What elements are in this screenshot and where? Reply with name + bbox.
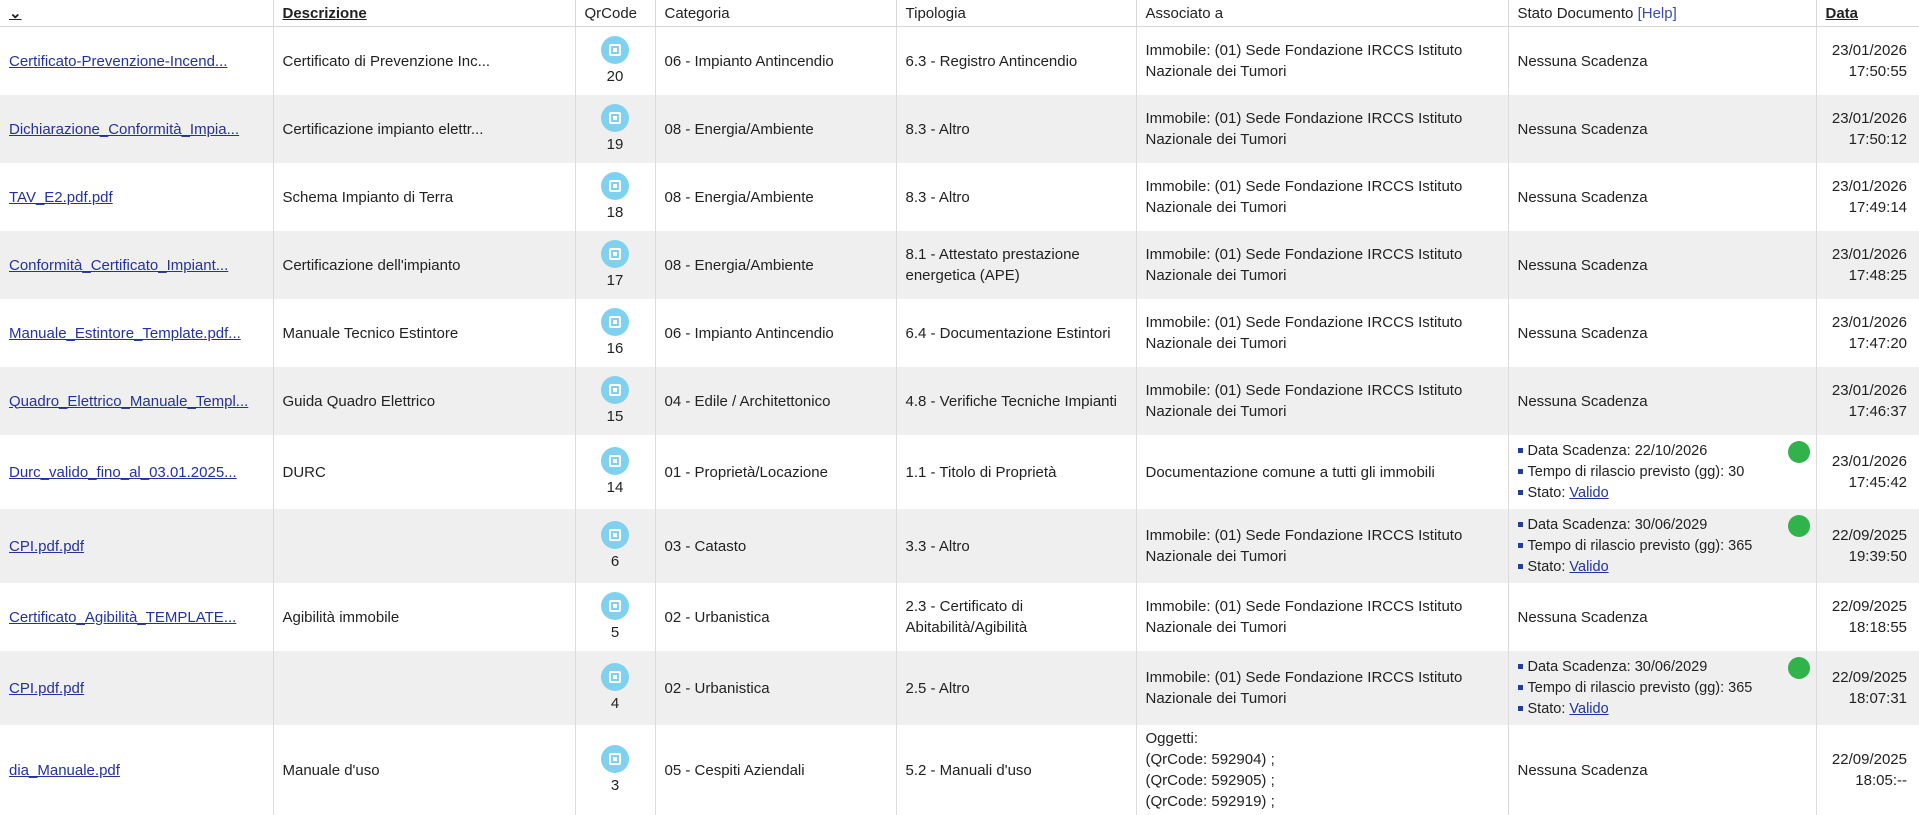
data-cell <box>1816 367 1919 435</box>
qr-code-icon[interactable] <box>601 376 629 404</box>
time-value: 18:05:-- <box>1855 772 1907 789</box>
data-cell <box>1816 231 1919 299</box>
categoria-cell: 03 - Catasto <box>655 509 896 583</box>
stato-cell: Nessuna Scadenza <box>1508 95 1816 163</box>
data-scadenza: Data Scadenza: 30/06/2029 <box>1518 515 1807 536</box>
column-header-data[interactable]: Data <box>1816 0 1919 27</box>
stato-valido-link[interactable]: Valido <box>1569 558 1609 575</box>
qrcode-number: 3 <box>610 776 620 794</box>
tipologia-cell: 1.1 - Titolo di Proprietà <box>896 435 1136 509</box>
date-value: 22/09/2025 <box>1831 598 1907 615</box>
stato-details <box>1518 441 1807 504</box>
descrizione-cell: Agibilità immobile <box>273 583 575 651</box>
green-status-dot <box>1788 441 1810 463</box>
help-link[interactable]: [Help] <box>1637 4 1677 22</box>
stato-line <box>1518 483 1807 504</box>
table-row <box>0 509 1919 583</box>
tipologia-cell: 2.5 - Altro <box>896 651 1136 725</box>
date-value: 23/01/2026 <box>1831 314 1907 331</box>
time-value: 18:07:31 <box>1848 690 1907 707</box>
stato-cell: Nessuna Scadenza <box>1508 367 1816 435</box>
stato-cell <box>1508 509 1816 583</box>
oggetto-qrcode: (QrCode: 592904) ; <box>1145 751 1275 768</box>
stato-header-label: Stato Documento <box>1517 4 1634 22</box>
time-value: 17:48:25 <box>1848 267 1907 284</box>
descrizione-cell <box>273 651 575 725</box>
tipologia-cell: 6.3 - Registro Antincendio <box>896 27 1136 96</box>
associato-cell: Immobile: (01) Sede Fondazione IRCCS Istituto Nazionale dei Tumori <box>1136 299 1508 367</box>
data-cell <box>1816 509 1919 583</box>
date-value: 22/09/2025 <box>1831 527 1907 544</box>
categoria-cell: 02 - Urbanistica <box>655 651 896 725</box>
qrcode-cell <box>575 651 655 725</box>
categoria-cell: 06 - Impianto Antincendio <box>655 27 896 96</box>
oggetti-label: Oggetti: <box>1145 730 1199 747</box>
column-header-categoria: Categoria <box>655 0 896 27</box>
tipologia-cell: 6.4 - Documentazione Estintori <box>896 299 1136 367</box>
file-cell <box>0 583 273 651</box>
categoria-cell: 02 - Urbanistica <box>655 583 896 651</box>
stato-valido-link[interactable]: Valido <box>1569 484 1609 501</box>
table-row <box>0 583 1919 651</box>
file-cell <box>0 27 273 96</box>
qrcode-cell <box>575 27 655 96</box>
data-cell <box>1816 725 1919 815</box>
tipologia-cell: 8.1 - Attestato prestazione energetica (APE) <box>896 231 1136 299</box>
associato-cell: Immobile: (01) Sede Fondazione IRCCS Istituto Nazionale dei Tumori <box>1136 163 1508 231</box>
file-link[interactable]: Certificato-Prevenzione-Incend... <box>9 52 228 70</box>
green-status-dot <box>1788 515 1810 537</box>
descrizione-cell <box>273 509 575 583</box>
categoria-cell: 08 - Energia/Ambiente <box>655 163 896 231</box>
categoria-cell: 08 - Energia/Ambiente <box>655 231 896 299</box>
descrizione-cell: Schema Impianto di Terra <box>273 163 575 231</box>
column-header-qrcode: QrCode <box>575 0 655 27</box>
column-header-associato: Associato a <box>1136 0 1508 27</box>
qr-code-icon[interactable] <box>601 663 629 691</box>
column-header-stato <box>1508 0 1816 27</box>
qrcode-cell <box>575 163 655 231</box>
tipologia-cell: 3.3 - Altro <box>896 509 1136 583</box>
file-cell <box>0 231 273 299</box>
qrcode-number: 15 <box>606 407 624 425</box>
qrcode-number: 19 <box>606 135 624 153</box>
data-cell <box>1816 435 1919 509</box>
date-value: 23/01/2026 <box>1831 110 1907 127</box>
qrcode-cell <box>575 509 655 583</box>
stato-line <box>1518 699 1807 720</box>
categoria-cell: 05 - Cespiti Aziendali <box>655 725 896 815</box>
data-cell <box>1816 651 1919 725</box>
tipologia-cell: 4.8 - Verifiche Tecniche Impianti <box>896 367 1136 435</box>
stato-valido-link[interactable]: Valido <box>1569 700 1609 717</box>
associato-cell: Immobile: (01) Sede Fondazione IRCCS Istituto Nazionale dei Tumori <box>1136 231 1508 299</box>
stato-line <box>1518 557 1807 578</box>
file-cell <box>0 367 273 435</box>
oggetto-qrcode: (QrCode: 592905) ; <box>1145 772 1275 789</box>
date-value: 22/09/2025 <box>1831 751 1907 768</box>
file-link[interactable]: TAV_E2.pdf.pdf <box>9 188 113 206</box>
categoria-cell: 08 - Energia/Ambiente <box>655 95 896 163</box>
column-header-descrizione[interactable]: Descrizione <box>273 0 575 27</box>
file-cell <box>0 299 273 367</box>
table-row <box>0 651 1919 725</box>
file-cell <box>0 163 273 231</box>
time-value: 17:49:14 <box>1848 199 1907 216</box>
qr-code-icon[interactable] <box>601 172 629 200</box>
table-row <box>0 435 1919 509</box>
qr-code-icon[interactable] <box>601 308 629 336</box>
qrcode-cell <box>575 725 655 815</box>
table-row <box>0 231 1919 299</box>
stato-cell: Nessuna Scadenza <box>1508 725 1816 815</box>
file-link[interactable]: CPI.pdf.pdf <box>9 537 85 555</box>
date-value: 23/01/2026 <box>1831 42 1907 59</box>
file-link[interactable]: Durc_valido_fino_al_03.01.2025... <box>9 463 237 481</box>
associato-cell: Immobile: (01) Sede Fondazione IRCCS Istituto Nazionale dei Tumori <box>1136 27 1508 96</box>
file-link[interactable]: Certificato_Agibilità_TEMPLATE... <box>9 608 237 626</box>
data-cell <box>1816 583 1919 651</box>
qrcode-number: 14 <box>606 478 624 496</box>
file-link[interactable]: Quadro_Elettrico_Manuale_Templ... <box>9 392 249 410</box>
qr-code-icon[interactable] <box>601 240 629 268</box>
date-value: 23/01/2026 <box>1831 246 1907 263</box>
file-link[interactable]: CPI.pdf.pdf <box>9 679 85 697</box>
associato-cell: Immobile: (01) Sede Fondazione IRCCS Istituto Nazionale dei Tumori <box>1136 367 1508 435</box>
qrcode-number: 16 <box>606 339 624 357</box>
tempo-rilascio: Tempo di rilascio previsto (gg): 30 <box>1518 462 1807 483</box>
data-cell <box>1816 163 1919 231</box>
qrcode-cell <box>575 583 655 651</box>
categoria-cell: 01 - Proprietà/Locazione <box>655 435 896 509</box>
date-value: 23/01/2026 <box>1831 178 1907 195</box>
associato-cell: Immobile: (01) Sede Fondazione IRCCS Istituto Nazionale dei Tumori <box>1136 583 1508 651</box>
stato-cell <box>1508 651 1816 725</box>
tipologia-cell: 8.3 - Altro <box>896 95 1136 163</box>
data-scadenza: Data Scadenza: 22/10/2026 <box>1518 441 1807 462</box>
qrcode-cell <box>575 367 655 435</box>
qr-code-icon[interactable] <box>601 592 629 620</box>
descrizione-cell: Guida Quadro Elettrico <box>273 367 575 435</box>
data-scadenza: Data Scadenza: 30/06/2029 <box>1518 657 1807 678</box>
file-cell <box>0 509 273 583</box>
stato-cell: Nessuna Scadenza <box>1508 163 1816 231</box>
qrcode-number: 5 <box>610 623 620 641</box>
qr-code-icon[interactable] <box>601 745 629 773</box>
stato-details <box>1518 515 1807 578</box>
associato-cell: Immobile: (01) Sede Fondazione IRCCS Istituto Nazionale dei Tumori <box>1136 509 1508 583</box>
time-value: 17:50:55 <box>1848 63 1907 80</box>
qrcode-number: 17 <box>606 271 624 289</box>
time-value: 17:47:20 <box>1848 335 1907 352</box>
stato-cell: Nessuna Scadenza <box>1508 299 1816 367</box>
tempo-rilascio: Tempo di rilascio previsto (gg): 365 <box>1518 678 1807 699</box>
date-value: 23/01/2026 <box>1831 382 1907 399</box>
qr-code-icon[interactable] <box>601 104 629 132</box>
qrcode-number: 6 <box>610 552 620 570</box>
column-header-file[interactable]: ⌄ <box>0 0 273 27</box>
tipologia-cell: 8.3 - Altro <box>896 163 1136 231</box>
table-header-row <box>0 0 1919 27</box>
oggetto-qrcode: (QrCode: 592919) ; <box>1145 793 1275 810</box>
stato-label: Stato: <box>1527 700 1566 717</box>
file-link[interactable]: dia_Manuale.pdf <box>9 761 120 779</box>
table-row <box>0 725 1919 815</box>
time-value: 17:50:12 <box>1848 131 1907 148</box>
descrizione-cell: Certificazione dell'impianto <box>273 231 575 299</box>
qr-code-icon[interactable] <box>601 447 629 475</box>
qr-code-icon[interactable] <box>601 521 629 549</box>
time-value: 17:45:42 <box>1848 474 1907 491</box>
descrizione-cell: Manuale d'uso <box>273 725 575 815</box>
qrcode-cell <box>575 435 655 509</box>
file-cell <box>0 725 273 815</box>
qrcode-cell <box>575 95 655 163</box>
file-cell <box>0 435 273 509</box>
file-link[interactable]: Manuale_Estintore_Template.pdf... <box>9 324 241 342</box>
time-value: 17:46:37 <box>1848 403 1907 420</box>
table-row <box>0 163 1919 231</box>
file-cell <box>0 651 273 725</box>
descrizione-cell: DURC <box>273 435 575 509</box>
qrcode-number: 4 <box>610 694 620 712</box>
qrcode-number: 18 <box>606 203 624 221</box>
associato-cell: Immobile: (01) Sede Fondazione IRCCS Istituto Nazionale dei Tumori <box>1136 651 1508 725</box>
data-cell <box>1816 95 1919 163</box>
qrcode-cell <box>575 231 655 299</box>
descrizione-cell: Manuale Tecnico Estintore <box>273 299 575 367</box>
time-value: 18:18:55 <box>1848 619 1907 636</box>
tipologia-cell: 2.3 - Certificato di Abitabilità/Agibilità <box>896 583 1136 651</box>
associato-cell <box>1136 725 1508 815</box>
categoria-cell: 04 - Edile / Architettonico <box>655 367 896 435</box>
table-row <box>0 95 1919 163</box>
stato-cell: Nessuna Scadenza <box>1508 27 1816 96</box>
stato-cell <box>1508 435 1816 509</box>
table-row <box>0 299 1919 367</box>
stato-cell: Nessuna Scadenza <box>1508 583 1816 651</box>
file-cell <box>0 95 273 163</box>
associato-cell: Immobile: (01) Sede Fondazione IRCCS Istituto Nazionale dei Tumori <box>1136 95 1508 163</box>
data-cell <box>1816 299 1919 367</box>
time-value: 19:39:50 <box>1848 548 1907 565</box>
column-header-tipologia: Tipologia <box>896 0 1136 27</box>
stato-label: Stato: <box>1527 484 1566 501</box>
stato-cell: Nessuna Scadenza <box>1508 231 1816 299</box>
descrizione-cell: Certificato di Prevenzione Inc... <box>273 27 575 96</box>
associato-cell: Documentazione comune a tutti gli immobili <box>1136 435 1508 509</box>
table-row <box>0 27 1919 96</box>
descrizione-cell: Certificazione impianto elettr... <box>273 95 575 163</box>
data-cell <box>1816 27 1919 96</box>
file-link[interactable]: Dichiarazione_Conformità_Impia... <box>9 120 240 138</box>
date-value: 22/09/2025 <box>1831 669 1907 686</box>
file-link[interactable]: Conformità_Certificato_Impiant... <box>9 256 229 274</box>
date-value: 23/01/2026 <box>1831 453 1907 470</box>
stato-label: Stato: <box>1527 558 1566 575</box>
stato-details <box>1518 657 1807 720</box>
green-status-dot <box>1788 657 1810 679</box>
qr-code-icon[interactable] <box>601 36 629 64</box>
categoria-cell: 06 - Impianto Antincendio <box>655 299 896 367</box>
tempo-rilascio: Tempo di rilascio previsto (gg): 365 <box>1518 536 1807 557</box>
qrcode-number: 20 <box>606 67 624 85</box>
tipologia-cell: 5.2 - Manuali d'uso <box>896 725 1136 815</box>
qrcode-cell <box>575 299 655 367</box>
table-row <box>0 367 1919 435</box>
